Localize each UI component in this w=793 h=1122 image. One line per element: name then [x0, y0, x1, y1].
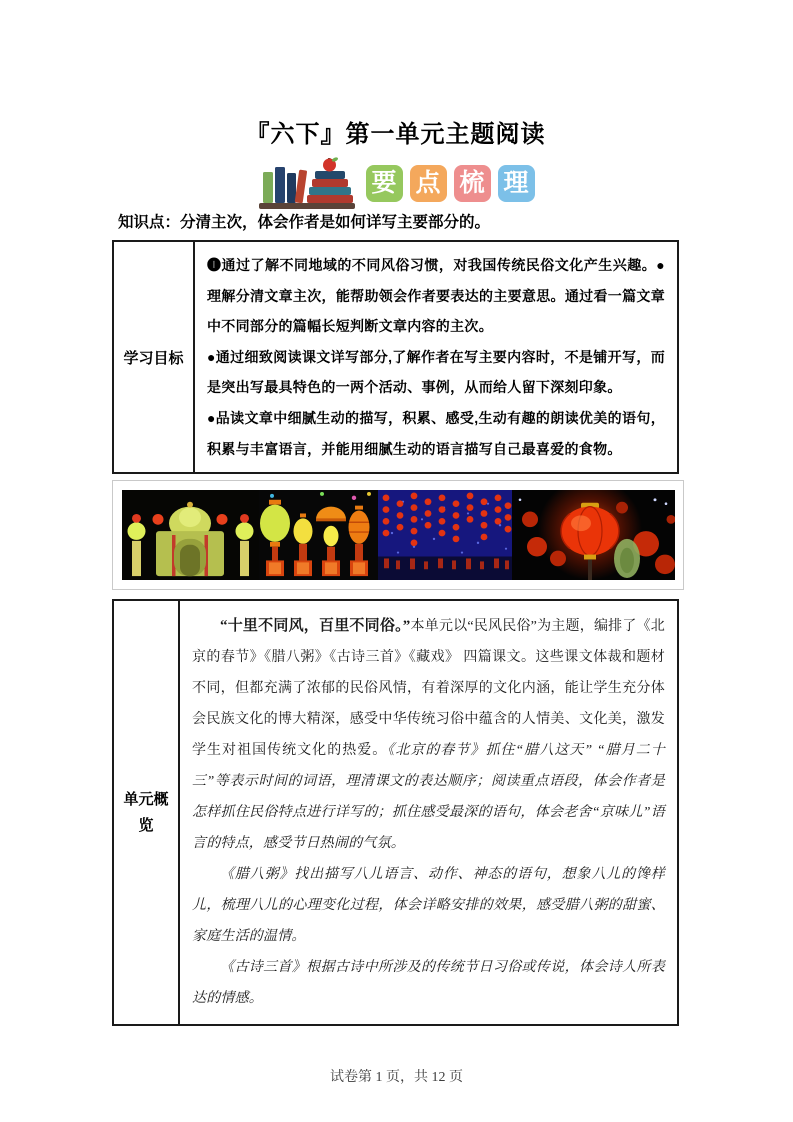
overview-text-kai: 《北京的春节》抓住“腊八这天” “腊月二十三”等表示时间的词语，理清课文的表达顺序；阅读重点语段，体会作者是怎样抓住民俗特点进行详写的；抓住感受最深的语句，体会老舍“京味儿”语言的特点，感受节日热闹的气氛。: [192, 743, 665, 852]
unit-overview-table: [112, 599, 679, 1026]
badge-char-3: 梳: [454, 165, 491, 202]
overview-paragraph: [192, 859, 665, 952]
badge-char-2: 点: [410, 165, 447, 202]
goal-paragraph: ●品读文章中细腻生动的描写，积累、感受,生动有趣的朗读优美的语句，积累与丰富语言，并能用细腻生动的语言描写自己最喜爱的食物。: [207, 409, 665, 457]
overview-paragraph: [192, 952, 665, 1014]
badge-char-4: 理: [498, 165, 535, 202]
overview-text: 本单元以“民风民俗”为主题，编排了《北京的春节》《腊八粥》《古诗三首》《藏戏》 四篇课文。这些课文体裁和题材不同，但都充满了浓郁的民俗风情，有着深厚的文化内涵，能让学生充分体会民族文化的博大精深，感受中华传统习俗中蕴含的人情美、文化美，激发学生对祖国传统文化的热爱。: [192, 619, 665, 759]
section-banner: [112, 156, 679, 210]
lantern-festival-illustration: [122, 490, 675, 580]
page-title: 『六下』第一单元主题阅读: [245, 121, 546, 148]
unit-overview-label-text: 单元概览: [123, 790, 169, 834]
overview-text-kai: 《古诗三首》根据古诗中所涉及的传统节日习俗或传说，体会诗人所表达的情感。: [192, 960, 665, 1007]
page-number-footer: 试卷第 1 页，共 12 页: [330, 1070, 463, 1085]
badge-char-1: 要: [366, 165, 403, 202]
learning-goals-table: [112, 240, 679, 474]
overview-quote: “十里不同风，百里不同俗。”: [220, 618, 411, 635]
knowledge-point: 知识点：分清主次，体会作者是如何详写主要部分的。: [118, 214, 491, 231]
learning-goals-label: [114, 242, 195, 472]
goal-paragraph: ●通过细致阅读课文详写部分,了解作者在写主要内容时，不是铺开写，而是突出写最具特色的一两个活动、事例，从而给人留下深刻印象。: [207, 348, 665, 396]
unit-overview-body: [180, 601, 677, 1024]
unit-overview-label: [114, 601, 180, 1024]
lantern-festival-photo: [112, 480, 684, 590]
overview-paragraph: [192, 611, 665, 859]
overview-text-kai: 《腊八粥》找出描写八儿语言、动作、神态的语句，想象八儿的馋样儿，梳理八儿的心理变化过程，体会详略安排的效果，感受腊八粥的甜蜜、家庭生活的温情。: [192, 867, 665, 945]
learning-goals-body: [195, 242, 677, 472]
books-stack-icon: [257, 156, 357, 210]
goal-paragraph: ❶通过了解不同地域的不同风俗习惯，对我国传统民俗文化产生兴趣。●理解分清文章主次，能帮助领会作者要表达的主要意思。通过看一篇文章中不同部分的篇幅长短判断文章内容的主次。: [207, 257, 665, 335]
learning-goals-label-text: 学习目标: [123, 349, 184, 367]
